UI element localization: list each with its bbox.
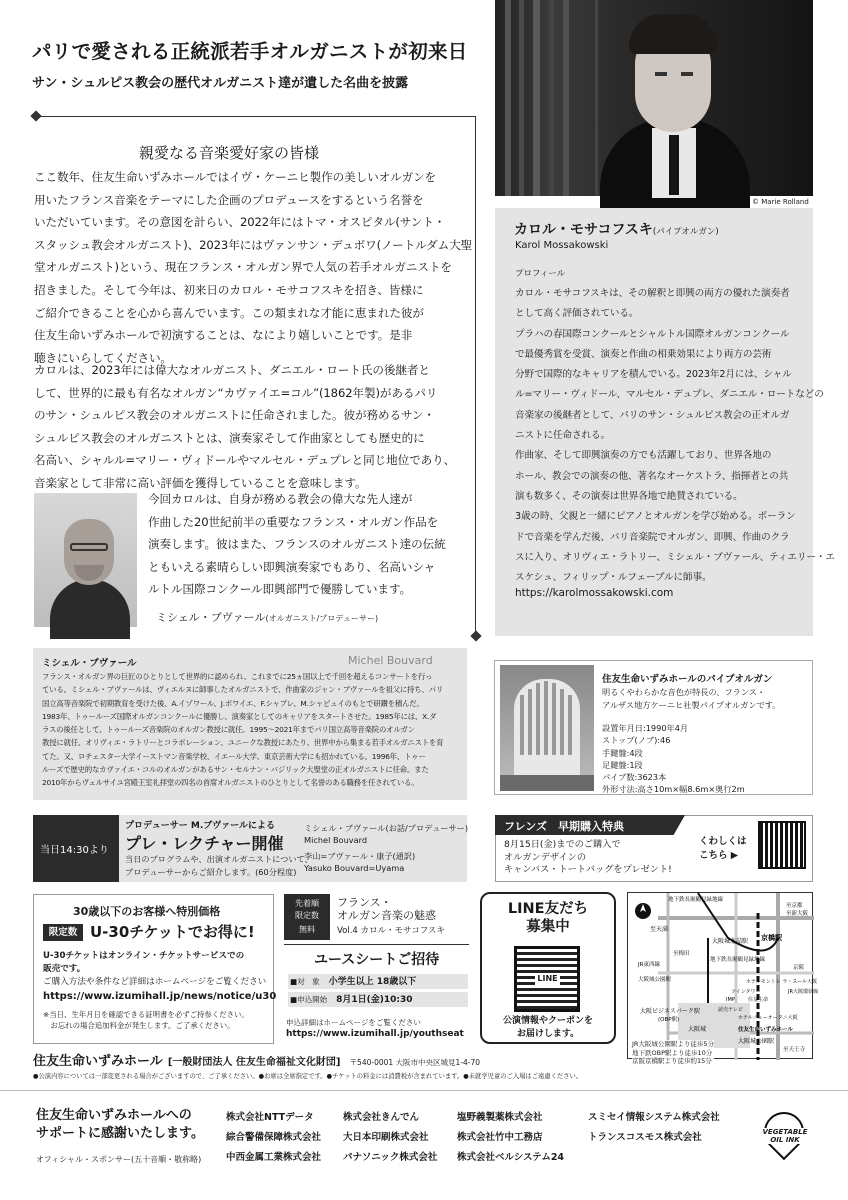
u30-text: U-30チケットはオンライン・チケットサービスでの 販売です。 ご購入方法や条件など詳細はホームページをご覧ください [43,951,267,987]
footer-notes: ●公演内容については一部変更される場合がございますので、ご了承ください。●お席は全席指定です。●チケットの料金には消費税が含まれています。●未就学児童のご入場はご遠慮ください。 [33,1073,583,1080]
page-title: パリで愛される正統派若手オルガニストが初来日 [32,40,468,63]
artist-photo [495,0,813,196]
line-qr-logo: LINE [535,973,560,985]
map-label-tennoji: 至天王寺 [783,1047,806,1053]
friends-qr-code[interactable] [758,821,806,869]
youth-start-row: ■申込開始 8月1日(金)10:30 [288,992,468,1007]
map-label-temma: 至天満 [650,926,669,933]
map-label-loop: JR大阪環状線 [788,989,818,995]
friends-title: フレンズ 早期購入特典 [504,820,624,833]
organ-title: 住友生命いずみホールのパイプオルガン [602,674,773,685]
map-label-obp: 大阪ビジネスパーク駅 [640,1008,700,1015]
greeting-paragraph-3: 今回カロルは、自身が務める教会の偉大な先人達が 作曲した20世紀前半の重要なフランス・オルガン作品を 演奏します。彼はまた、フランスのオルガニスト達の伝統 ともいえる素晴らしい即興演奏家でもあり、名高いシャ ルトル国際コンクール即興部門で優勝しています。 [148,492,446,597]
map-label-sumitomo: 住友生命 [748,997,769,1003]
map-label-twin-tower: ツインタワー [731,989,761,995]
bouvard-photo [34,493,137,627]
page-subtitle: サン・シュルピス教会の歴代オルガニスト達が遺した名曲を披露 [32,76,409,91]
greeting-paragraph-1: ここ数年、住友生命いずみホールではイヴ・ケーニヒ製作の美しいオルガンを 用いたフランス音楽をテーマにした企画のプロデュースをするという名誉を いただいています。その意図を計らい、2022年にはトマ・オスピタル(サント・ スタッシュ教会オルガニスト)、2023年にはヴァンサン・デュボワ(ノートルダム大聖 堂オルガニスト)という、現在フランス・オルガン界で人気の若手オルガニストを 招きました。そして今年は、初来日のカロル・モサコフスキを招き、皆様に ご紹介できることを心から喜んでいます。この類まれな才能に恵まれた彼が 住友生命いずみホールで初演することは、なにより嬉しいことです。是非 聴きにいらしてください。 [34,170,473,365]
map-label-umeda: 至梅田 [673,951,690,957]
map-label-ytv: 読売テレビ [718,1007,743,1013]
youth-apply-note: 申込詳細はホームページをご覧ください [286,1018,421,1027]
u30-limited-tag: 限定数 [43,924,83,941]
friends-text: 8月15日(金)までのご購入で オルガンデザインの キャンバス・トートバッグをプレゼント! [504,839,672,875]
bouvard-bio-name: ミシェル・ブヴァール [42,658,137,669]
lecture-description: 当日のプログラムや、出演オルガニストについて、 プロデューサーからご紹介します。(60分程度) [125,854,313,877]
organ-photo [500,665,594,791]
map-label-osakajo: 大阪城 [688,1026,707,1033]
map-label-monterey: ホテルモントレ ラ・スール大阪 [746,979,817,985]
sponsor-label: オフィシャル・スポンサー(五十音順・敬称略) [36,1155,202,1164]
line-text: 公演情報やクーポンを お届けします。 [502,1016,593,1039]
artist-url[interactable]: https://karolmossakowski.com [515,587,674,599]
artist-profile-text: カロル・モサコフスキは、その解釈と即興の両方の優れた演奏者 として高く評価されている。 プラハの春国際コンクールとシャルトル国際オルガンコンクール で最優秀賞を受賞、演奏と作曲の相乗効果により両方の芸術 分野で国際的なキャリアを積んでいる。2023年2月には、シャル ル=マリー・ヴィドール、マルセル・デュプレ、ダニエル・ロートなどの 音楽家の後継者として、パリのサン・シュルピス教会の正オルガ ニストに任命される。 作曲家、そして即興演奏の方でも活躍しており、世界各地の ホール、教会での演奏の他、著名なオーケストラ、指揮者との共 演も数多く、その演奏は世界各地で絶賛されている。 3歳の時、父親と一緒にピアノとオルガンを学び始める。ポーラン ドで音楽を学んだ後、パリ音楽院でオルガン、即興、作曲のクラ スに入り、オリヴィエ・ラトリー、ミシェル・ブヴァール、ティエリー・エ スケシュ、フィリップ・ルフェーブルに師事。 [515,288,835,584]
greeting-paragraph-2: カロルは、2023年には偉大なオルガニスト、ダニエル・ロート氏の後継者と して、世界的に最も有名なオルガン“カヴァイエ=コル”(1862年製)があるパリ のサン・シュルピス教会のオルガニストに任命されました。彼が務めるサン・ シュルピス教会のオルガニストとは、演奏家そして作曲家としても歴史的に 名高い、シャルル=マリー・ヴィドールやマルセル・デュプレと同じ地位であり、 音楽家として非常に高い評価を獲得していることを意味します。 [34,363,456,490]
photo-credit: © Marie Rolland [752,198,809,206]
hall-footer: 住友生命いずみホール [一般財団法人 住友生命福祉文化財団] 〒540-0001 大阪市中央区城見1-4-70 [33,1054,481,1069]
youth-url[interactable]: https://www.izumihall.jp/youthseat [286,1029,464,1039]
bouvard-bio-name-en: Michel Bouvard [348,654,433,667]
line-title: LINE友だち 募集中 [507,901,589,935]
map-label-line2: 地下鉄長堀鶴見緑地線 [710,957,766,963]
map-label-jr-tozai: JR東西線 [638,962,660,968]
map-label-osakajo-kitazume: 大阪城北詰駅 [712,938,749,945]
greeting-heading: 親愛なる音楽愛好家の皆様 [139,144,320,162]
map-access: JR大阪城公園駅より徒歩5分 地下鉄OBP駅より徒歩10分 京阪京橋駅より徒歩約15分 [632,1040,715,1065]
u30-url[interactable]: https://www.izumihall.jp/news/notice/u30 [43,991,277,1002]
map-label-obp-sub: (OBP駅) [658,1017,680,1023]
map-label-osakajo-koen-station: 大阪城公園駅 [738,1038,775,1045]
map-label-izumi-hall: 住友生命いずみホール [738,1027,793,1033]
map-label-kyoto: 至京都 [786,903,803,909]
organ-specs: 設置年月日:1990年4月 ストップ(ノブ):46 手鍵盤:4段 足鍵盤:1段 パイプ数:3623本 外形寸法:高さ10m×幅8.6m×奥行2m [602,723,745,795]
u30-title: U-30チケットでお得に! [90,923,255,941]
youth-series-title: フランス・ オルガン音楽の魅惑 [337,896,436,922]
lecture-lead: プロデューサー M.ブヴァールによる [125,821,275,831]
lecture-speakers: ミシェル・ブヴァール(お話/プロデューサー) Michel Bouvard 李山=ブヴァール・康子(通訳) Yasuko Bouvard=Uyama [304,823,469,873]
lecture-time: 当日14:30より [40,845,109,856]
sponsor-divider [0,1090,848,1091]
map-label-imp: IMP [726,997,735,1003]
vegetable-oil-ink-logo: VEGETABLE OIL INK [756,1112,814,1156]
youth-title: ユースシートご招待 [314,952,440,968]
artist-name-en: Karol Mossakowski [515,240,609,251]
map-label-new-otani: ホテルニューオータニ大阪 [738,1015,798,1021]
friends-more-link[interactable]: くわしくは こちら ▶ [699,836,747,861]
map-label-osakajo-koen: 大阪城公園駅 [638,977,672,983]
map-label-keihan: 京阪 [793,965,805,971]
map-label-shin-osaka: 至新大阪 [786,911,809,917]
u30-note: ※当日、生年月日を確認できる証明書を必ずご持参ください。 お忘れの場合追加料金が発生します。ご了承ください。 [43,1010,249,1030]
access-map [627,892,818,1059]
thanks-text: 住友生命いずみホールへの サポートに感謝いたします。 [36,1108,204,1141]
organ-description: 明るくやわらかな音色が特長の、フランス・ アルザス地方ケーニヒ社製パイプオルガンです。 [602,687,781,710]
map-label-kyobashi: 京橋駅 [761,934,782,942]
map-label-line1: 地下鉄長堀鶴見緑地線 [668,897,724,903]
greeting-signature: ミシェル・ブヴァール(オルガニスト/プロデューサー) [156,611,379,624]
lecture-title: プレ・レクチャー開催 [125,834,284,853]
youth-vol: Vol.4 カロル・モサコフスキ [337,926,445,936]
profile-label: プロフィール [515,269,566,279]
bouvard-bio-text: フランス・オルガン界の巨匠のひとりとして世界的に認められ、これまでに25ヵ国以上で千回を超えるコンサートを行っ ている。ミシェル・ブヴァールは、ヴィエルヌに師事したオルガニストで、作曲家のジャン・ブヴァールを祖父に持ち、パリ 国立高等音楽院で初期教育を受けた後、A.イゾワール、J.ボワイエ、F.シャプレ、M.シャピュイのもとで研鑽を積んだ。 1983年、トゥールーズ国際オルガンコンクールに優勝し、演奏家としてのキャリアをスタートさせた。1985年には、X.ダ ラスの後任として、トゥールーズ音楽院のオルガン教授に就任。1995〜2021年までパリ国立高等音楽院のオルガン 教授に就任、オリヴィエ・ラトリーとコラボレーション、ユニークな教授にあたり、世界中から集まる若手オルガニストを育 てた。又、ロチェスター大学イーストマン音楽学校、イエール大学、東京芸術大学にも招かれている。1996年、トゥー ルーズで歴史的なカヴァイエ・コルのオルガンがあるサン・セルナン・バジリック大聖堂の正オルガニストに任命。また 2010年からヴェルサイユ宮殿王室礼拝堂の四名の首席オルガニストのひとりとして名誉のある職務を任されている。 [42,672,444,788]
u30-head: 30歳以下のお客様へ特別価格 [73,905,221,918]
artist-name: カロル・モサコフスキ(パイプオルガン) [514,222,719,238]
youth-divider [284,944,469,945]
youth-target-row: ■対 象 小学生以上 18歳以下 [288,974,468,989]
youth-badge: 先着順 限定数 無料 [284,894,330,940]
